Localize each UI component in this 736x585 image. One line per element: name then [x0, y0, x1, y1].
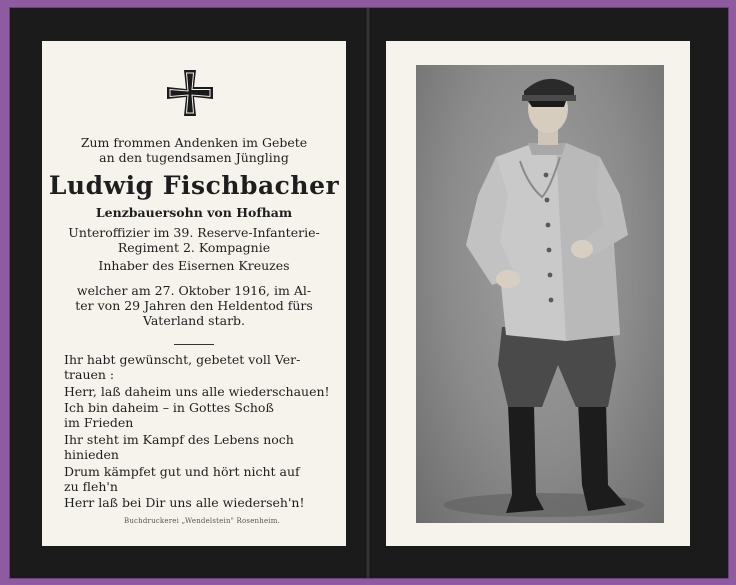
text-panel [42, 41, 346, 546]
soldier-photo [416, 65, 664, 523]
death-line: ter von 29 Jahren den Heldentod fürs [75, 298, 313, 313]
award-line: Inhaber des Eisernen Kreuzes [98, 258, 290, 273]
poem-line: Ihr habt gewünscht, gebetet voll Ver- [64, 352, 301, 367]
poem-line: im Frieden [64, 415, 134, 430]
poem-line: Ich bin daheim – in Gottes Schoß [64, 400, 274, 415]
origin-line: Lenzbauersohn von Hofham [95, 205, 293, 220]
divider [174, 344, 214, 345]
iron-cross-icon [164, 67, 216, 119]
photo-panel [386, 41, 690, 546]
poem-line: trauen : [64, 367, 115, 382]
death-line: welcher am 27. Oktober 1916, im Al- [76, 283, 312, 298]
poem-line: Ihr steht im Kampf des Lebens noch [64, 432, 294, 447]
poem-line: Herr, laß daheim uns alle wiederschauen! [64, 384, 330, 399]
death-line: Vaterland starb. [142, 313, 246, 328]
poem-line: Herr laß bei Dir uns alle wiederseh'n! [64, 495, 305, 510]
dedication-line: Zum frommen Andenken im Gebete [80, 135, 308, 150]
poem-line: hinieden [64, 447, 119, 462]
dedication-line: an den tugendsamen Jüngling [99, 150, 289, 165]
rank-line: Regiment 2. Kompagnie [117, 240, 271, 255]
poem-line: zu fleh'n [64, 479, 118, 494]
rank-line: Unteroffizier im 39. Reserve-Infanterie- [68, 225, 320, 240]
card-fold [365, 8, 371, 578]
printer-credit: Buchdruckerei „Wendelstein" Rosenheim. [123, 517, 280, 525]
deceased-name: Ludwig Fischbacher [48, 171, 340, 200]
poem-line: Drum kämpfet gut und hört nicht auf [64, 464, 300, 479]
